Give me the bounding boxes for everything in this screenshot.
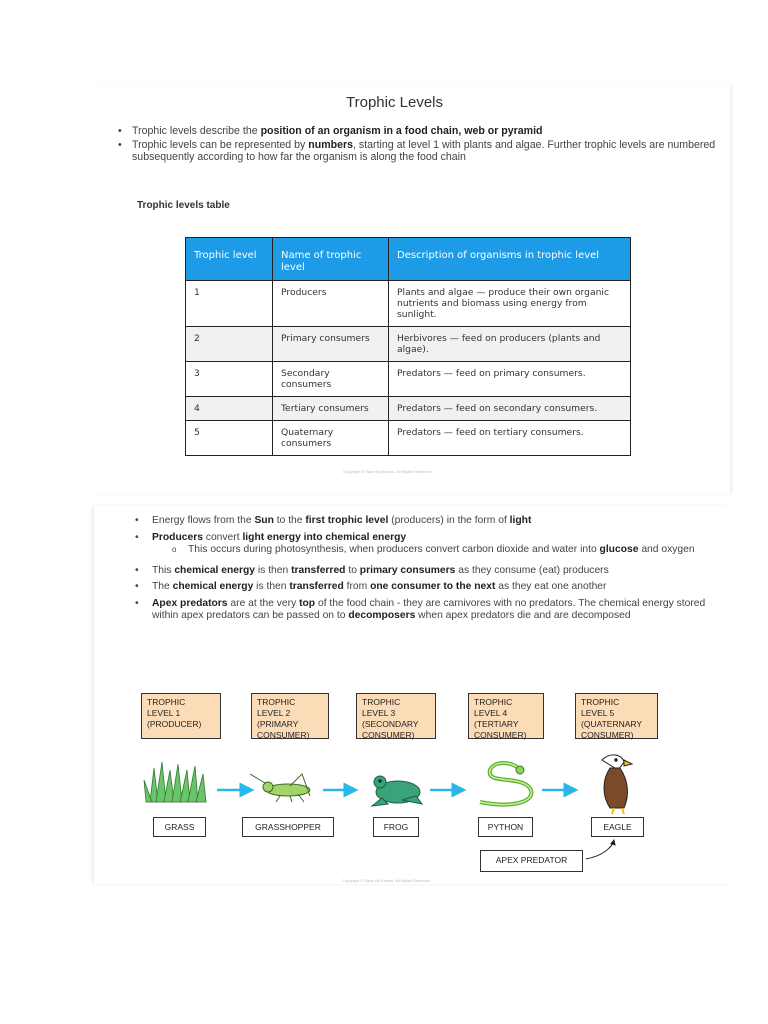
table-cell: Primary consumers — [273, 327, 389, 362]
page-title: Trophic Levels — [346, 94, 443, 111]
table-copyright: Copyright © Save My Exams. All Rights Reserved — [343, 469, 432, 474]
table-row — [186, 421, 631, 456]
table-row — [186, 281, 631, 327]
table-cell: Quaternary consumers — [273, 421, 389, 456]
trophic-level-1-box: TROPHIC LEVEL 1 (PRODUCER) — [141, 693, 221, 739]
list-item: • This chemical energy is then transferred to primary consumers as they consume (eat) producers — [135, 565, 715, 578]
table-cell: Herbivores — feed on producers (plants and algae). — [389, 327, 631, 362]
frog-icon — [372, 776, 422, 806]
list-item: • Trophic levels can be represented by numbers, starting at level 1 with plants and algae. Further trophic levels are numbered subsequently according to how far the organism is along the food chain — [118, 139, 718, 163]
python-icon — [480, 763, 531, 805]
table-cell: Predators — feed on primary consumers. — [389, 362, 631, 397]
table-cell: Tertiary consumers — [273, 397, 389, 421]
grass-icon — [144, 762, 206, 802]
list-item: • Energy flows from the Sun to the first trophic level (producers) in the form of light — [135, 515, 715, 528]
column-header: Trophic level — [186, 238, 273, 281]
organism-eagle: EAGLE — [591, 817, 644, 837]
apex-predator-label: APEX PREDATOR — [480, 850, 583, 872]
organism-grasshopper: GRASSHOPPER — [242, 817, 334, 837]
table-cell: Plants and algae — produce their own organic nutrients and biomass using energy from sunlight. — [389, 281, 631, 327]
column-header: Description of organisms in trophic level — [389, 238, 631, 281]
organism-frog: FROG — [373, 817, 419, 837]
table-cell: 1 — [186, 281, 273, 327]
table-cell: Secondary consumers — [273, 362, 389, 397]
table-cell: 5 — [186, 421, 273, 456]
grasshopper-icon — [250, 774, 310, 802]
table-cell: 3 — [186, 362, 273, 397]
apex-pointer-arrow — [586, 840, 614, 859]
column-header: Name of trophic level — [273, 238, 389, 281]
table-row — [186, 362, 631, 397]
table-row — [186, 397, 631, 421]
trophic-levels-table — [185, 237, 631, 456]
list-item: • Producers convert light energy into chemical energy o This occurs during photosynthesis, when producers convert carbon dioxide and water into glucose and oxygen — [135, 532, 715, 557]
table-cell: Predators — feed on tertiary consumers. — [389, 421, 631, 456]
table-cell: Predators — feed on secondary consumers. — [389, 397, 631, 421]
list-item: • Trophic levels describe the position of an organism in a food chain, web or pyramid — [118, 125, 718, 137]
table-caption: Trophic levels table — [137, 200, 230, 211]
trophic-level-5-box: TROPHIC LEVEL 5 (QUATERNARY CONSUMER) — [575, 693, 658, 739]
trophic-level-2-box: TROPHIC LEVEL 2 (PRIMARY CONSUMER) — [251, 693, 329, 739]
table-cell: 4 — [186, 397, 273, 421]
list-item: • The chemical energy is then transferred from one consumer to the next as they eat one another — [135, 581, 715, 594]
organism-python: PYTHON — [478, 817, 533, 837]
organism-grass: GRASS — [153, 817, 206, 837]
table-cell: 2 — [186, 327, 273, 362]
trophic-level-3-box: TROPHIC LEVEL 3 (SECONDARY CONSUMER) — [356, 693, 436, 739]
sub-bullet-list — [172, 544, 715, 557]
list-item: • Apex predators are at the very top of the food chain - they are carnivores with no predators. The chemical energy stored within apex predators can be passed on to decomposers when apex predators die and are decomposed — [135, 598, 715, 623]
diagram-copyright: Copyright © Save My Exams. All Rights Reserved — [342, 878, 431, 883]
eagle-icon — [602, 755, 632, 814]
trophic-level-4-box: TROPHIC LEVEL 4 (TERTIARY CONSUMER) — [468, 693, 544, 739]
list-item: o This occurs during photosynthesis, when producers convert carbon dioxide and water into glucose and oxygen — [172, 544, 715, 557]
table-row — [186, 327, 631, 362]
table-header-row — [186, 238, 631, 281]
table-cell: Producers — [273, 281, 389, 327]
energy-bullet-list — [135, 515, 715, 627]
intro-bullet-list — [118, 125, 718, 165]
